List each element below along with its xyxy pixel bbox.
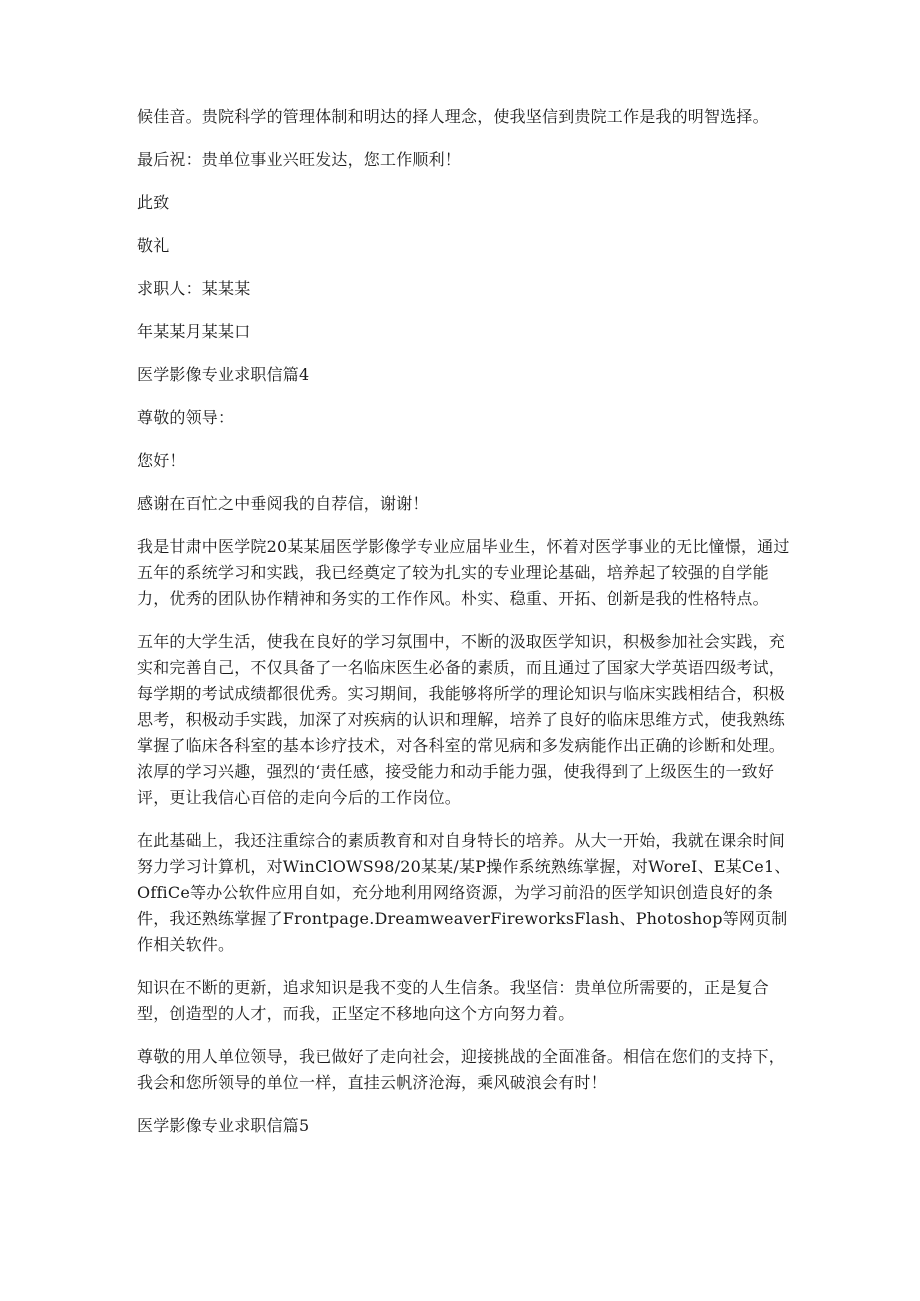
section-heading-5: 医学影像专业求职信篇5 (137, 1116, 310, 1135)
paragraph-jingli: 敬礼 (137, 236, 170, 255)
paragraph-introduction: 我是甘肃中医学院20某某届医学影像学专业应届毕业生，怀着对医学事业的无比憧憬，通过五年的系统学习和实践，我已经奠定了较为扎实的专业理论基础，培养起了较强的自学能力，优秀的团队协作精神和务实的工作作风。朴实、稳重、开拓、创新是我的性格特点。 (137, 537, 790, 608)
section-heading-4: 医学影像专业求职信篇4 (137, 365, 310, 384)
paragraph-closing-continuation: 候佳音。贵院科学的管理体制和明达的择人理念，使我坚信到贵院工作是我的明智选择。 (137, 107, 769, 126)
paragraph-applicant: 求职人：某某某 (137, 279, 251, 298)
paragraph-salutation: 尊敬的领导： (137, 408, 235, 427)
paragraph-greeting: 您好！ (137, 451, 186, 470)
paragraph-skills: 在此基础上，我还注重综合的素质教育和对自身特长的培养。从大一开始，我就在课余时间努力学习计算机，对WinClOWS98/20某某/某P操作系统熟练掌握，对WoreI、E某Ce1、OffiCe等办公软件应用自如，充分地利用网络资源，为学习前沿的医学知识创造良好的条件，我还熟练掌握了Frontpage.DreamweaverFireworksFlash、Photoshop等网页制作相关软件。 (137, 831, 791, 954)
paragraph-cizhi: 此致 (137, 193, 170, 212)
document-body (137, 104, 797, 1156)
paragraph-thanks: 感谢在百忙之中垂阅我的自荐信，谢谢！ (137, 494, 429, 513)
paragraph-best-wishes: 最后祝：贵单位事业兴旺发达，您工作顺利！ (137, 150, 462, 169)
paragraph-university-life: 五年的大学生活，使我在良好的学习氛围中，不断的汲取医学知识，积极参加社会实践，充实和完善自己，不仅具备了一名临床医生必备的素质，而且通过了国家大学英语四级考试，每学期的考试成绩都很优秀。实习期间，我能够将所学的理论知识与临床实践相结合，积极思考，积极动手实践，加深了对疾病的认识和理解，培养了良好的临床思维方式，使我熟练掌握了临床各科室的基本诊疗技术，对各科室的常见病和多发病能作出正确的诊断和处理。浓厚的学习兴趣，强烈的‘责任感，接受能力和动手能力强，使我得到了上级医生的一致好评，更让我信心百倍的走向今后的工作岗位。 (137, 632, 786, 807)
paragraph-knowledge: 知识在不断的更新，追求知识是我不变的人生信条。我坚信：贵单位所需要的，正是复合型，创造型的人才，而我，正坚定不移地向这个方向努力着。 (137, 978, 769, 1023)
paragraph-ready: 尊敬的用人单位领导，我已做好了走向社会，迎接挑战的全面准备。相信在您们的支持下，我会和您所领导的单位一样，直挂云帆济沧海，乘风破浪会有时！ (137, 1047, 786, 1092)
paragraph-date: 年某某月某某口 (137, 322, 251, 341)
